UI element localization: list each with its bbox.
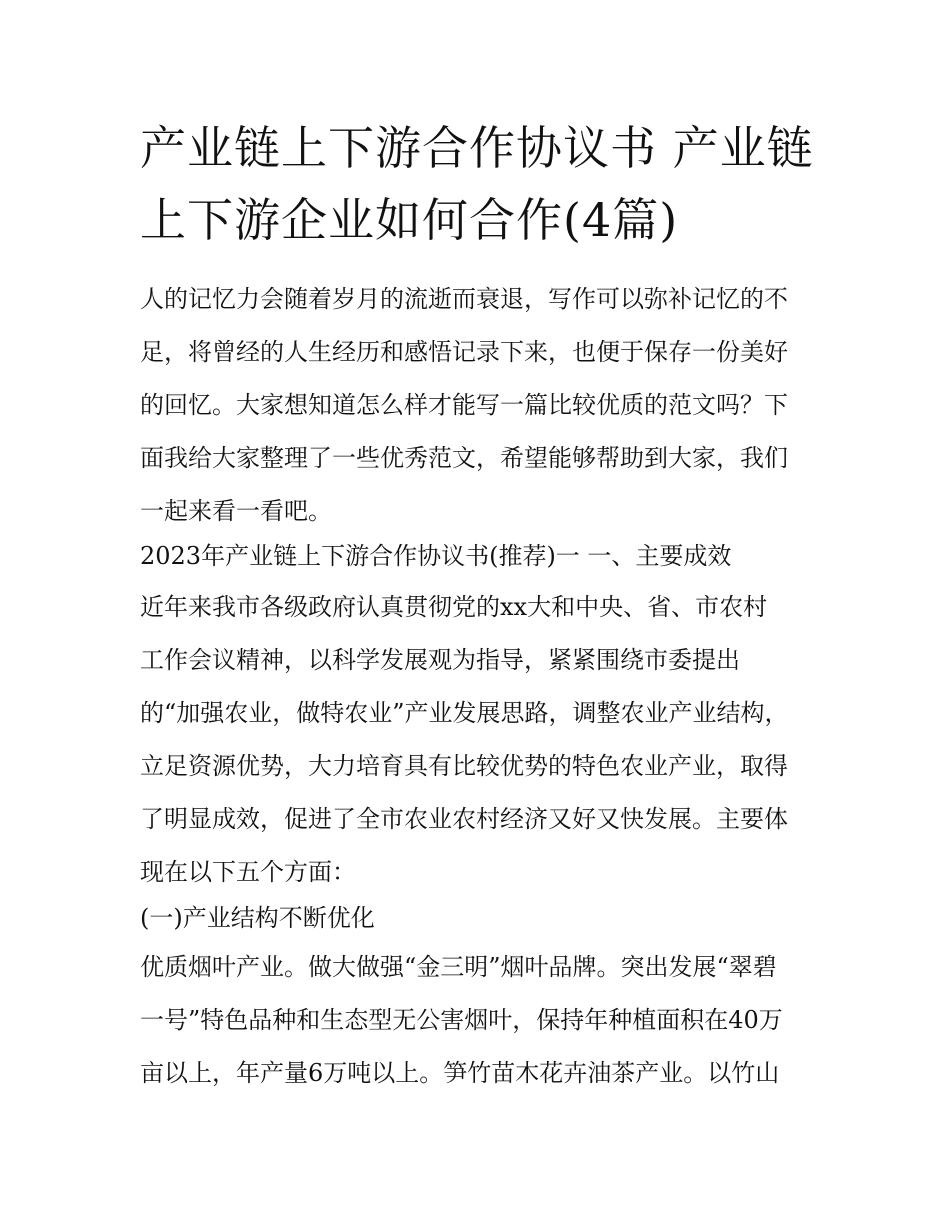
paragraph-line: 立足资源优势，大力培育具有比较优势的特色农业产业，取得	[140, 752, 788, 780]
paragraph-line: 一起来看一看吧。	[140, 497, 332, 525]
paragraph-line: 人的记忆力会随着岁月的流逝而衰退，写作可以弥补记忆的不	[140, 285, 788, 313]
paragraph-line: 近年来我市各级政府认真贯彻党的xx大和中央、省、市农村	[140, 593, 768, 621]
paragraph-line: 的回忆。大家想知道怎么样才能写一篇比较优质的范文吗？下	[140, 391, 788, 419]
subsection-heading: (一)产业结构不断优化	[140, 904, 375, 932]
paragraph-line: 足，将曾经的人生经历和感悟记录下来，也便于保存一份美好	[140, 338, 788, 366]
paragraph-line: 亩以上，年产量6万吨以上。笋竹苗木花卉油茶产业。以竹山	[140, 1059, 780, 1087]
paragraph-line: 工作会议精神，以科学发展观为指导，紧紧围绕市委提出	[140, 646, 740, 674]
document-title: 产业链上下游合作协议书 产业链上下游企业如何合作(4篇)	[140, 121, 814, 247]
paragraph-line: 优质烟叶产业。做大做强“金三明”烟叶品牌。突出发展“翠碧	[140, 953, 777, 981]
paragraph-line: 面我给大家整理了一些优秀范文，希望能够帮助到大家，我们	[140, 444, 788, 472]
section-heading: 2023年产业链上下游合作协议书(推荐)一 一、主要成效	[140, 542, 732, 570]
paragraph-line: 的“加强农业，做特农业”产业发展思路，调整农业产业结构，	[140, 699, 789, 727]
paragraph-line: 现在以下五个方面：	[140, 858, 356, 886]
paragraph-line: 了明显成效，促进了全市农业农村经济又好又快发展。主要体	[140, 805, 788, 833]
paragraph-line: 一号”特色品种和生态型无公害烟叶，保持年种植面积在40万	[140, 1006, 783, 1034]
